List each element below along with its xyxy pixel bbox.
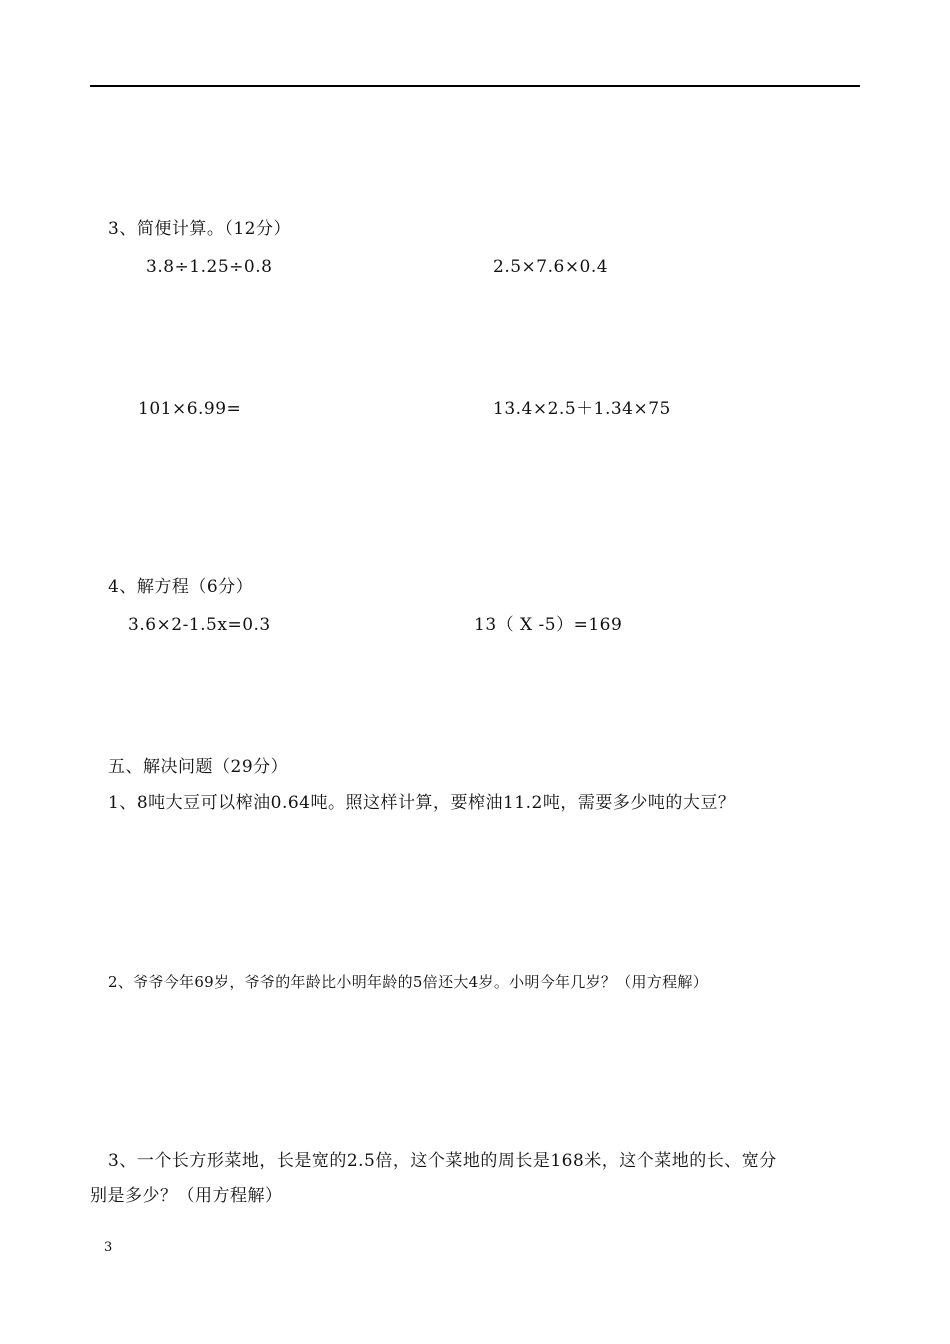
problem-1: 1、8吨大豆可以榨油0.64吨。照这样计算，要榨油11.2吨，需要多少吨的大豆？	[108, 793, 736, 813]
header-rule	[90, 85, 860, 87]
calc-item-1: 3.8÷1.25÷0.8	[146, 257, 273, 277]
section4-heading: 4、解方程（6分）	[108, 577, 254, 597]
section3-heading: 3、简便计算。（12分）	[108, 219, 291, 239]
problem-3-line-1: 3、一个长方形菜地，长是宽的2.5倍，这个菜地的周长是168米，这个菜地的长、宽分	[108, 1151, 777, 1171]
section5-heading: 五、解决问题（29分）	[108, 757, 289, 777]
equation-item-1: 3.6×2-1.5x=0.3	[128, 615, 271, 635]
equation-item-2: 13（ X -5）=169	[474, 615, 623, 635]
calc-item-2: 2.5×7.6×0.4	[493, 257, 609, 277]
calc-item-4: 13.4×2.5＋1.34×75	[493, 399, 671, 419]
page-number: 3	[104, 1240, 113, 1255]
problem-2: 2、爷爷今年69岁，爷爷的年龄比小明年龄的5倍还大4岁。小明今年几岁？（用方程解）	[108, 973, 709, 991]
calc-item-3: 101×6.99=	[138, 399, 242, 419]
problem-3-line-2: 别是多少？（用方程解）	[90, 1186, 283, 1206]
